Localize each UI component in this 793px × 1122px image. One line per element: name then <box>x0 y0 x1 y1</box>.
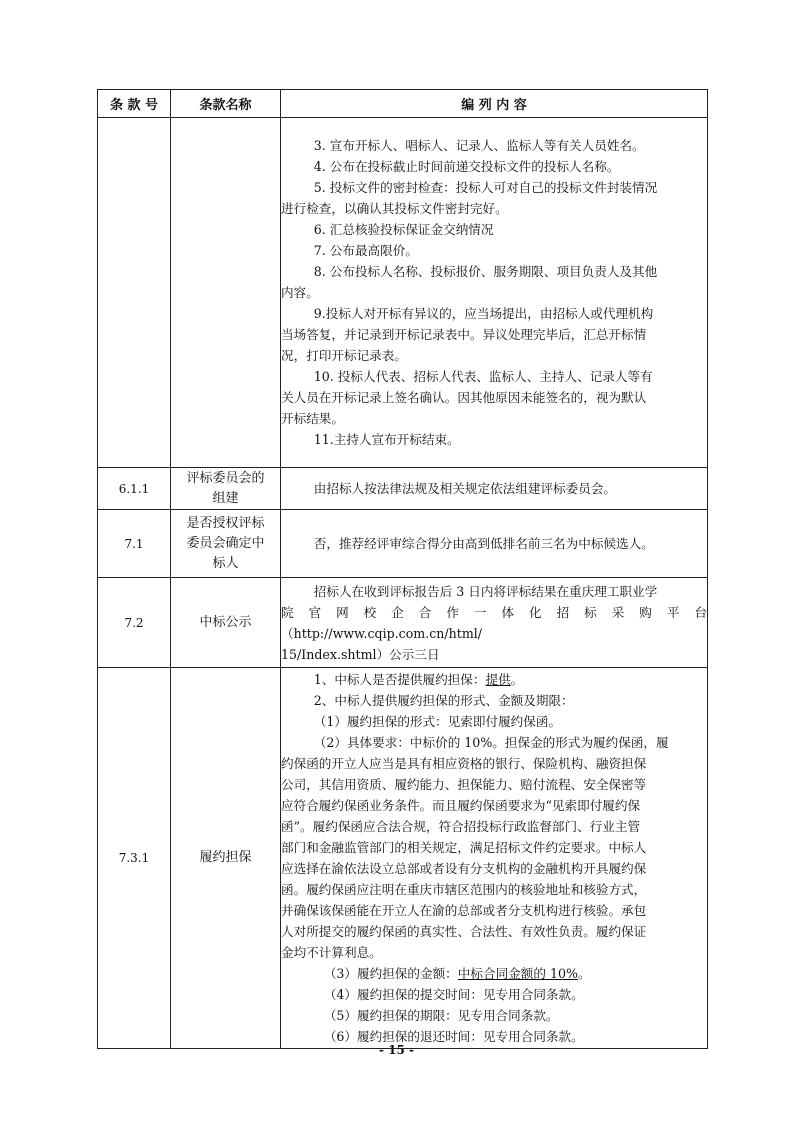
row2-name-line: 组建 <box>212 490 239 506</box>
content-text: 。 <box>577 966 591 981</box>
content-line: 函。履约保函应注明在重庆市辖区范围内的核验地址和核验方式， <box>281 882 647 897</box>
table-row <box>98 668 708 1049</box>
page-number: - 15 - <box>378 1043 414 1057</box>
row5-name: 履约担保 <box>171 668 281 1049</box>
header-content: 编 列 内 容 <box>281 90 708 118</box>
row1-name <box>171 118 281 468</box>
content-line: 公司，其信用资质、履约能力、担保能力、赔付流程、安全保密等 <box>281 777 647 792</box>
row4-content <box>281 578 708 668</box>
header-clause-number: 条 款 号 <box>98 90 171 118</box>
content-line: 函”。履约保函应合法合规，符合招投标行政监督部门、行业主管 <box>281 819 641 834</box>
content-line: 15/Index.shtml）公示三日 <box>281 646 440 662</box>
content-line: （2）具体要求：中标价的 10%。担保金的形式为履约保函，履 <box>313 735 669 750</box>
table-row <box>98 468 708 510</box>
content-line: 应选择在渝依法设立总部或者设有分支机构的金融机构开具履约保 <box>281 861 647 876</box>
underlined-value: 提供 <box>485 672 511 687</box>
content-line: 关人员在开标记录上签名确认。因其他原因未能签名的，视为默认 <box>281 390 647 405</box>
content-line: 况，打印开标记录表。 <box>281 348 407 363</box>
content-line: 由招标人按法律法规及相关规定依法组建评标委员会。 <box>313 481 616 496</box>
content-line: 开标结果。 <box>281 411 344 426</box>
row2-number: 6.1.1 <box>98 468 171 510</box>
content-line: 3. 宣布开标人、唱标人、记录人、监标人等有关人员姓名。 <box>313 138 645 153</box>
content-line: 否，推荐经评审综合得分由高到低排名前三名为中标候选人。 <box>313 536 654 551</box>
content-line: 约保函的开立人应当是具有相应资格的银行、保险机构、融资担保 <box>281 756 647 771</box>
row5-content <box>281 668 708 1049</box>
table-header-row <box>98 90 708 118</box>
row5-number: 7.3.1 <box>98 668 171 1049</box>
row3-content <box>281 510 708 578</box>
content-line: 10. 投标人代表、招标人代表、监标人、主持人、记录人等有 <box>313 369 653 384</box>
table-row <box>98 510 708 578</box>
content-line: 4. 公布在投标截止时间前递交投标文件的投标人名称。 <box>313 159 620 174</box>
table-row <box>98 578 708 668</box>
content-line: 11.主持人宣布开标结束。 <box>313 432 460 447</box>
content-line: （1）履约担保的形式：见索即付履约保函。 <box>313 714 562 729</box>
table-row <box>98 118 708 468</box>
content-line: 院官网校企合作一体化招标采购平台 <box>281 604 707 620</box>
content-line: （4）履约担保的提交时间：见专用合同条款。 <box>323 987 584 1002</box>
row3-name <box>171 510 281 578</box>
row1-content <box>281 118 708 468</box>
row2-name-line: 评标委员会的 <box>186 470 265 486</box>
content-line: 5. 投标文件的密封检查：投标人可对自己的投标文件封装情况 <box>313 180 658 195</box>
content-line: （6）履约担保的退还时间：见专用合同条款。 <box>323 1029 584 1044</box>
content-line: 人对所提交的履约保函的真实性、合法性、有效性负责。履约保证 <box>281 924 647 939</box>
row3-number: 7.1 <box>98 510 171 578</box>
content-line: 应符合履约保函业务条件。而且履约保函要求为“见索即付履约保 <box>281 798 641 813</box>
content-line: 当场答复，并记录到开标记录表中。异议处理完毕后，汇总开标情 <box>281 327 647 342</box>
content-line: （5）履约担保的期限：见专用合同条款。 <box>323 1008 559 1023</box>
row2-name <box>171 468 281 510</box>
content-line: 招标人在收到评标报告后 3 日内将评标结果在重庆理工职业学 <box>313 583 658 599</box>
content-text: 1、中标人是否提供履约担保： <box>313 672 486 687</box>
header-clause-name: 条款名称 <box>171 90 281 118</box>
content-line <box>281 963 707 984</box>
row2-content <box>281 468 708 510</box>
content-line: （http://www.cqip.com.cn/html/ <box>281 625 483 641</box>
content-line: 6. 汇总核验投标保证金交纳情况 <box>313 222 494 237</box>
content-text: （3）履约担保的金额： <box>323 966 458 981</box>
content-line: 金均不计算利息。 <box>281 945 382 960</box>
content-line: 9.投标人对开标有异议的，应当场提出，由招标人或代理机构 <box>313 306 654 321</box>
underlined-value: 中标合同金额的 10% <box>457 966 578 981</box>
content-line <box>281 669 707 690</box>
row4-name: 中标公示 <box>171 578 281 668</box>
content-line: 内容。 <box>281 285 319 300</box>
content-line: 7. 公布最高限价。 <box>313 243 418 258</box>
content-line: 部门和金融监管部门的相关规定，满足招标文件约定要求。中标人 <box>281 840 647 855</box>
content-line: 并确保该保函能在开立人在渝的总部或者分支机构进行核验。承包 <box>281 903 647 918</box>
content-text: 。 <box>510 672 524 687</box>
row3-name-line: 委员会确定中 <box>186 535 265 551</box>
row3-name-line: 是否授权评标 <box>186 515 265 531</box>
row4-number: 7.2 <box>98 578 171 668</box>
content-line: 8. 公布投标人名称、投标报价、服务期限、项目负责人及其他 <box>313 264 658 279</box>
content-line: 进行检查，以确认其投标文件密封完好。 <box>281 201 508 216</box>
row3-name-line: 标人 <box>212 555 239 571</box>
row1-number <box>98 118 171 468</box>
content-line: 2、中标人提供履约担保的形式、金额及期限： <box>313 693 574 708</box>
clause-table <box>97 89 708 1049</box>
